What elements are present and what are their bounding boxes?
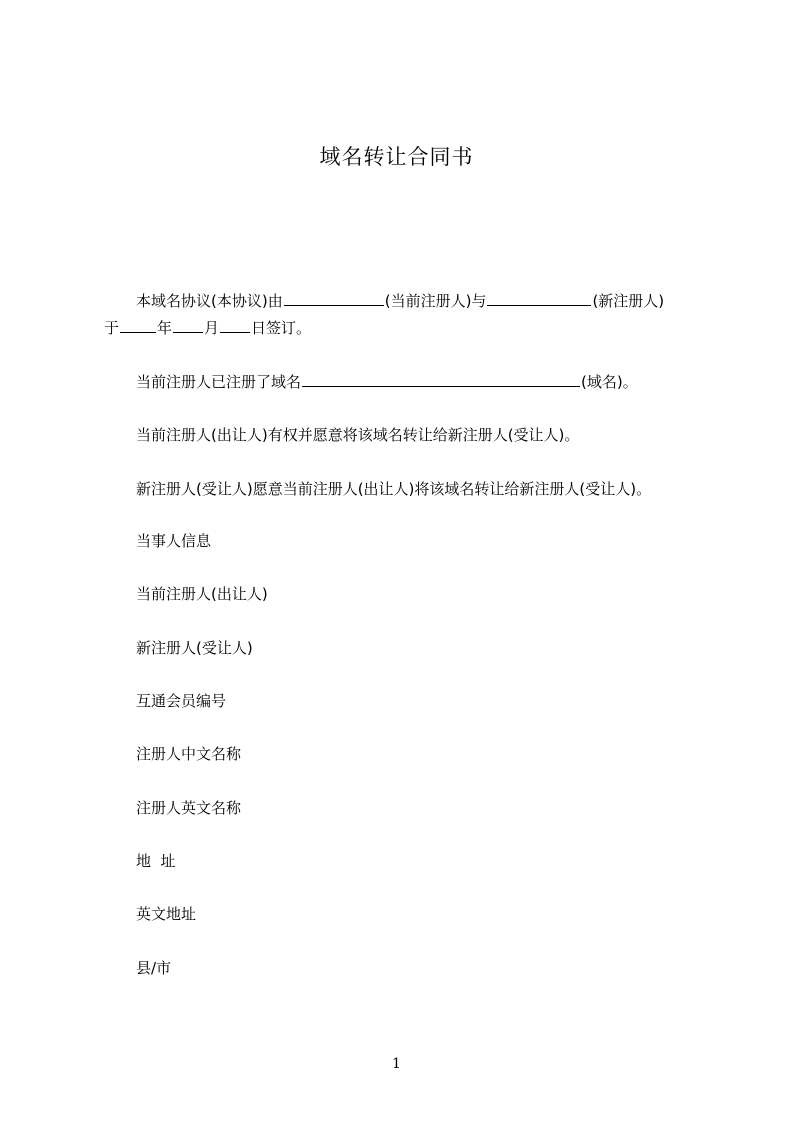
intro-text-2: (当前注册人)与 <box>384 292 487 310</box>
month-blank <box>173 315 203 333</box>
domain-text-before: 当前注册人已注册了域名 <box>136 373 302 391</box>
intro-text-4: 于 <box>104 319 120 337</box>
new-registrant-blank <box>487 288 591 306</box>
field-new-registrant: 新注册人(受让人) <box>136 639 253 657</box>
year-blank <box>120 315 156 333</box>
page-number: 1 <box>392 1056 401 1072</box>
domain-paragraph <box>104 367 736 397</box>
field-party-info: 当事人信息 <box>136 532 212 550</box>
intro-text-5: 年 <box>157 319 173 337</box>
field-chinese-name: 注册人中文名称 <box>136 745 242 763</box>
intro-text-3: (新注册人) <box>592 292 665 310</box>
field-address: 地 址 <box>136 852 176 870</box>
intro-paragraph-line1 <box>104 286 736 316</box>
day-blank <box>220 315 250 333</box>
field-english-address: 英文地址 <box>136 905 197 923</box>
intro-paragraph-line2 <box>104 313 704 343</box>
domain-name-blank <box>302 369 580 387</box>
field-current-registrant: 当前注册人(出让人) <box>136 585 268 603</box>
field-member-number: 互通会员编号 <box>136 692 227 710</box>
field-county-city: 县/市 <box>136 959 172 977</box>
willing-paragraph: 新注册人(受让人)愿意当前注册人(出让人)将该域名转让给新注册人(受让人)。 <box>136 480 652 498</box>
intro-text-1: 本域名协议(本协议)由 <box>136 292 283 310</box>
current-registrant-blank <box>284 288 384 306</box>
intro-text-7: 日签订。 <box>251 319 312 337</box>
document-title: 域名转让合同书 <box>319 145 474 169</box>
intro-text-6: 月 <box>204 319 220 337</box>
field-english-name: 注册人英文名称 <box>136 799 242 817</box>
right-paragraph: 当前注册人(出让人)有权并愿意将该域名转让给新注册人(受让人)。 <box>136 426 580 444</box>
domain-text-after: (域名)。 <box>581 373 638 391</box>
